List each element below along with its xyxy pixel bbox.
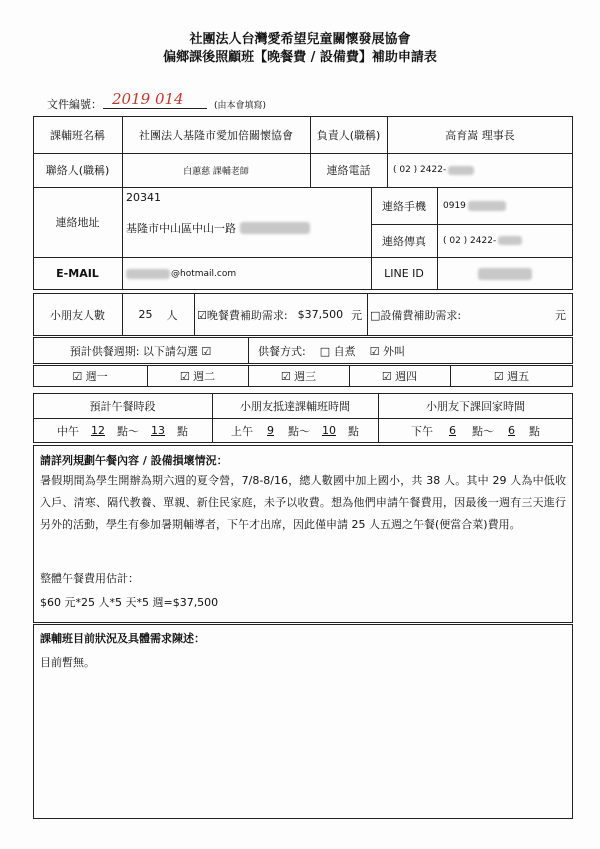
meal-method[interactable] xyxy=(258,337,568,364)
equipment-request[interactable] xyxy=(370,293,570,336)
contact-value[interactable]: 白蕙慈 課輔老師 xyxy=(183,166,249,177)
weekday-fri[interactable]: ☑ 週五 xyxy=(493,370,530,383)
lunch-plan-heading: 請詳列規劃午餐內容 / 設備損壞情況： xyxy=(40,454,228,467)
leave-time-suffix: 點 xyxy=(529,424,540,438)
leave-time-sep: 點～ xyxy=(472,424,494,438)
redacted-mark xyxy=(468,201,506,211)
weekday-thu[interactable]: ☑ 週四 xyxy=(381,370,418,383)
dinner-amount: $37,500 xyxy=(297,308,344,321)
divider xyxy=(194,293,195,336)
doc-number-note: (由本會填寫) xyxy=(214,101,267,111)
leader-value[interactable]: 高育嵩 理事長 xyxy=(445,128,515,142)
arrival-time-suffix: 點 xyxy=(348,424,359,438)
lunch-estimate-formula[interactable]: $60 元*25 人*5 天*5 週=$37,500 xyxy=(40,596,219,609)
arrival-time-field[interactable] xyxy=(212,418,378,443)
redacted-mark xyxy=(448,166,474,175)
meal-week-label: 預計供餐週期: 以下請勾選 ☑ xyxy=(69,344,212,358)
arrival-time-prefix: 上午 xyxy=(231,424,253,438)
dinner-request[interactable] xyxy=(197,293,365,336)
arrival-time-to: 10 xyxy=(322,424,336,437)
email-value: @hotmail.com xyxy=(171,268,237,279)
weekday-wed[interactable]: ☑ 週三 xyxy=(280,370,317,383)
mobile-value: 0919 xyxy=(443,200,466,211)
equipment-checkbox-label: □設備費補助需求: xyxy=(370,308,462,322)
divider xyxy=(248,337,249,364)
address-zip[interactable]: 20341 xyxy=(126,191,161,204)
meal-time-sep: 點～ xyxy=(117,424,139,438)
meal-time-suffix: 點 xyxy=(177,424,188,438)
phone-value: ( 02 ) 2422- xyxy=(393,165,447,175)
option-takeout[interactable]: ☑ 外叫 xyxy=(369,344,405,358)
fax-label: 連絡傳真 xyxy=(382,234,426,248)
children-unit: 人 xyxy=(166,308,178,322)
mobile-field[interactable] xyxy=(443,187,571,224)
children-count-label: 小朋友人數 xyxy=(50,308,105,322)
redacted-mark xyxy=(240,222,310,234)
divider xyxy=(367,293,368,336)
leave-time-prefix: 下午 xyxy=(411,424,433,438)
lunch-estimate-label: 整體午餐費用估計： xyxy=(40,572,139,585)
leave-time-field[interactable] xyxy=(378,418,573,443)
children-count: 25 xyxy=(138,308,153,321)
meal-method-label: 供餐方式: xyxy=(258,344,306,358)
fax-value: ( 02 ) 2422- xyxy=(443,235,497,246)
email-field[interactable] xyxy=(126,257,366,290)
phone-field[interactable] xyxy=(393,153,573,187)
weekday-mon[interactable]: ☑ 週一 xyxy=(72,370,108,383)
weekday-tue[interactable]: ☑ 週二 xyxy=(179,370,216,383)
redacted-mark xyxy=(478,268,532,280)
equipment-currency: 元 xyxy=(555,308,566,322)
doc-number-value[interactable]: 2019 014 xyxy=(112,90,184,108)
line-id-label: LINE ID xyxy=(384,267,424,280)
arrival-time-sep: 點～ xyxy=(288,424,310,438)
leave-time-header: 小朋友下課回家時間 xyxy=(426,399,525,413)
arrival-time-header: 小朋友抵達課輔班時間 xyxy=(240,399,350,413)
redacted-mark xyxy=(126,269,170,279)
arrival-time-from: 9 xyxy=(267,424,274,437)
status-heading: 課輔班目前狀況及具體需求陳述： xyxy=(40,632,205,645)
form-title: 偏鄉課後照顧班【晚餐費 / 設備費】補助申請表 xyxy=(163,50,437,65)
class-name-value[interactable]: 社團法人基隆市愛加倍關懷協會 xyxy=(139,128,293,142)
address-value: 基隆市中山區中山一路 xyxy=(126,222,236,235)
leave-time-from: 6 xyxy=(449,424,456,437)
fax-field[interactable] xyxy=(443,224,571,257)
email-label: E-MAIL xyxy=(56,267,99,280)
doc-number-underline xyxy=(103,108,207,109)
leader-label: 負責人(職稱) xyxy=(316,128,381,142)
status-body[interactable]: 目前暫無。 xyxy=(40,656,95,669)
meal-time-header: 預計午餐時段 xyxy=(89,399,156,413)
children-count-field[interactable] xyxy=(122,293,194,336)
dinner-currency: 元 xyxy=(351,308,363,322)
option-self-cook[interactable]: □ 自煮 xyxy=(319,344,356,358)
redacted-mark xyxy=(498,236,522,245)
line-id-field[interactable] xyxy=(437,257,573,290)
meal-time-from: 12 xyxy=(91,424,105,437)
class-name-label: 課輔班名稱 xyxy=(50,128,105,142)
doc-number-label: 文件編號： xyxy=(47,98,102,111)
contact-label: 聯絡人(職稱) xyxy=(45,164,110,177)
meal-time-field[interactable] xyxy=(33,418,212,443)
meal-time-to: 13 xyxy=(151,424,165,437)
address-field[interactable] xyxy=(126,220,366,236)
dinner-checkbox-label: ☑晚餐費補助需求: xyxy=(197,308,288,322)
lunch-plan-body[interactable]: 暑假期間為學生開辦為期六週的夏令營，7/8-8/16，總人數國中加上國小，共 38 人。其中 29 人為中低收入戶、清寒、隔代教養、單親、新住民家庭，未予以收費。想為他們申請午餐費用，因最後一週有三天進行另外的活動，學生有參加暑期輔導者，下午才出席，因此僅申請 25 人五週之午餐(便當合菜)費用。 xyxy=(40,474,566,531)
mobile-label: 連絡手機 xyxy=(382,199,426,213)
address-label: 連絡地址 xyxy=(55,216,100,229)
meal-time-prefix: 中午 xyxy=(57,424,79,438)
phone-label: 連絡電話 xyxy=(326,164,371,177)
leave-time-to: 6 xyxy=(508,424,515,437)
org-title: 社團法人台灣愛希望兒童關懷發展協會 xyxy=(189,32,411,47)
